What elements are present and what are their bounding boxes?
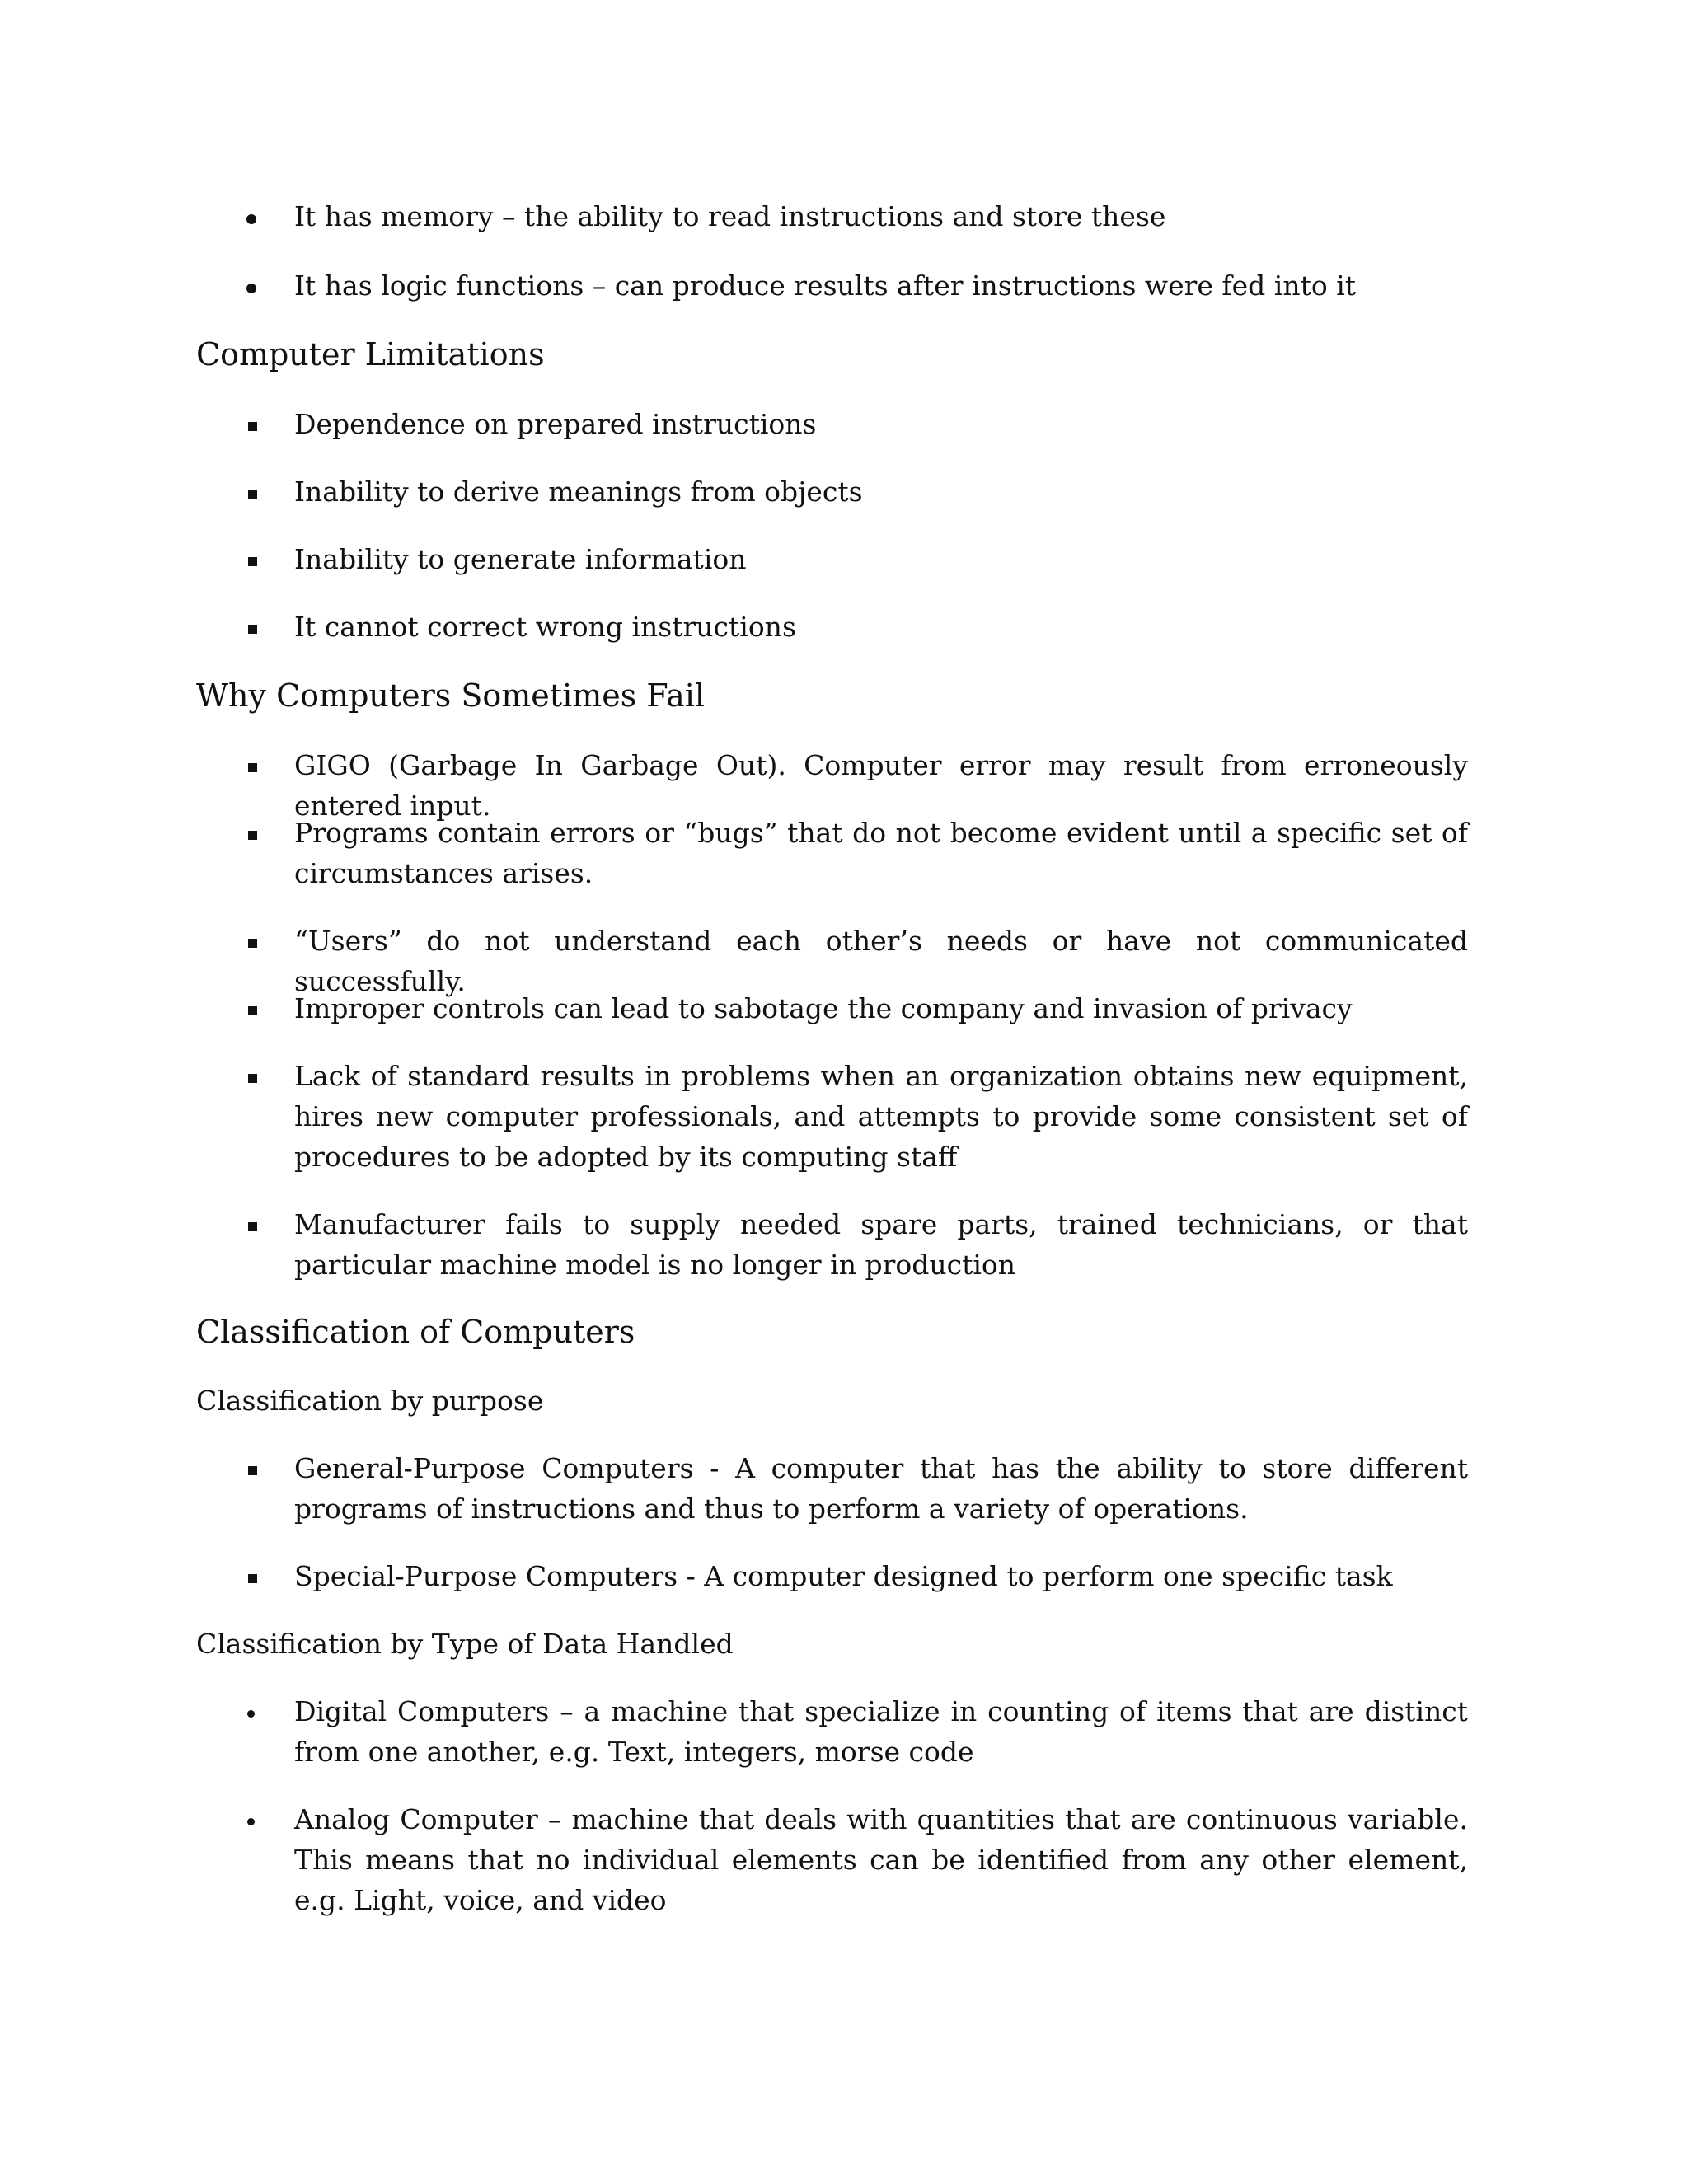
failure-item: GIGO (Garbage In Garbage Out). Computer error may result from erroneously entered input. [294, 749, 1468, 822]
failure-item: Improper controls can lead to sabotage the company and invasion of privacy [294, 992, 1353, 1024]
section-heading-limitations: Computer Limitations [196, 336, 545, 373]
limitation-item: Inability to derive meanings from objects [294, 476, 863, 508]
intro-bullet-text: It has logic functions – can produce results after instructions were fed into it [294, 269, 1357, 302]
bullet-square-icon [241, 820, 265, 845]
bullet-square-icon [241, 996, 265, 1020]
failure-item: Lack of standard results in problems when an organization obtains new equipment, hires new computer professionals, and attempts to provide some consistent set of procedures to be adopted by its computing staff [294, 1060, 1468, 1173]
limitation-item: Inability to generate information [294, 543, 747, 575]
data-type-item: Digital Computers – a machine that specialize in counting of items that are distinct from one another, e.g. Text, integers, morse code [294, 1695, 1468, 1768]
section-heading-failures: Why Computers Sometimes Fail [196, 677, 706, 714]
bullet-dot-icon [241, 273, 265, 298]
bullet-square-icon [241, 1212, 265, 1236]
bullet-dot-icon [241, 1807, 265, 1831]
bullet-square-icon [241, 546, 265, 571]
bullet-square-icon [241, 411, 265, 436]
limitation-item: It cannot correct wrong instructions [294, 611, 796, 643]
subheading-by-data-type: Classification by Type of Data Handled [196, 1628, 734, 1660]
failure-item: “Users” do not understand each other’s needs or have not communicated successfully. [294, 925, 1468, 997]
purpose-item: General-Purpose Computers - A computer that has the ability to store different programs of instructions and thus to perform a variety of operations. [294, 1452, 1468, 1525]
bullet-square-icon [241, 752, 265, 777]
bullet-square-icon [241, 614, 265, 639]
bullet-square-icon [241, 928, 265, 953]
purpose-item: Special-Purpose Computers - A computer designed to perform one specific task [294, 1560, 1393, 1592]
bullet-square-icon [241, 1063, 265, 1088]
limitation-item: Dependence on prepared instructions [294, 408, 817, 440]
bullet-square-icon [241, 1563, 265, 1588]
bullet-square-icon [241, 479, 265, 504]
section-heading-classification: Classification of Computers [196, 1314, 635, 1350]
subheading-by-purpose: Classification by purpose [196, 1385, 544, 1417]
bullet-dot-icon [241, 1699, 265, 1723]
failure-item: Manufacturer fails to supply needed spare parts, trained technicians, or that particular machine model is no longer in production [294, 1208, 1468, 1281]
bullet-square-icon [241, 1455, 265, 1480]
failure-item: Programs contain errors or “bugs” that do not become evident until a specific set of circumstances arises. [294, 817, 1468, 889]
intro-bullet-text: It has memory – the ability to read instructions and store these [294, 200, 1166, 232]
data-type-item: Analog Computer – machine that deals with quantities that are continuous variable. This means that no individual elements can be identified from any other element, e.g. Light, voice, and video [294, 1803, 1468, 1916]
bullet-dot-icon [241, 204, 265, 228]
